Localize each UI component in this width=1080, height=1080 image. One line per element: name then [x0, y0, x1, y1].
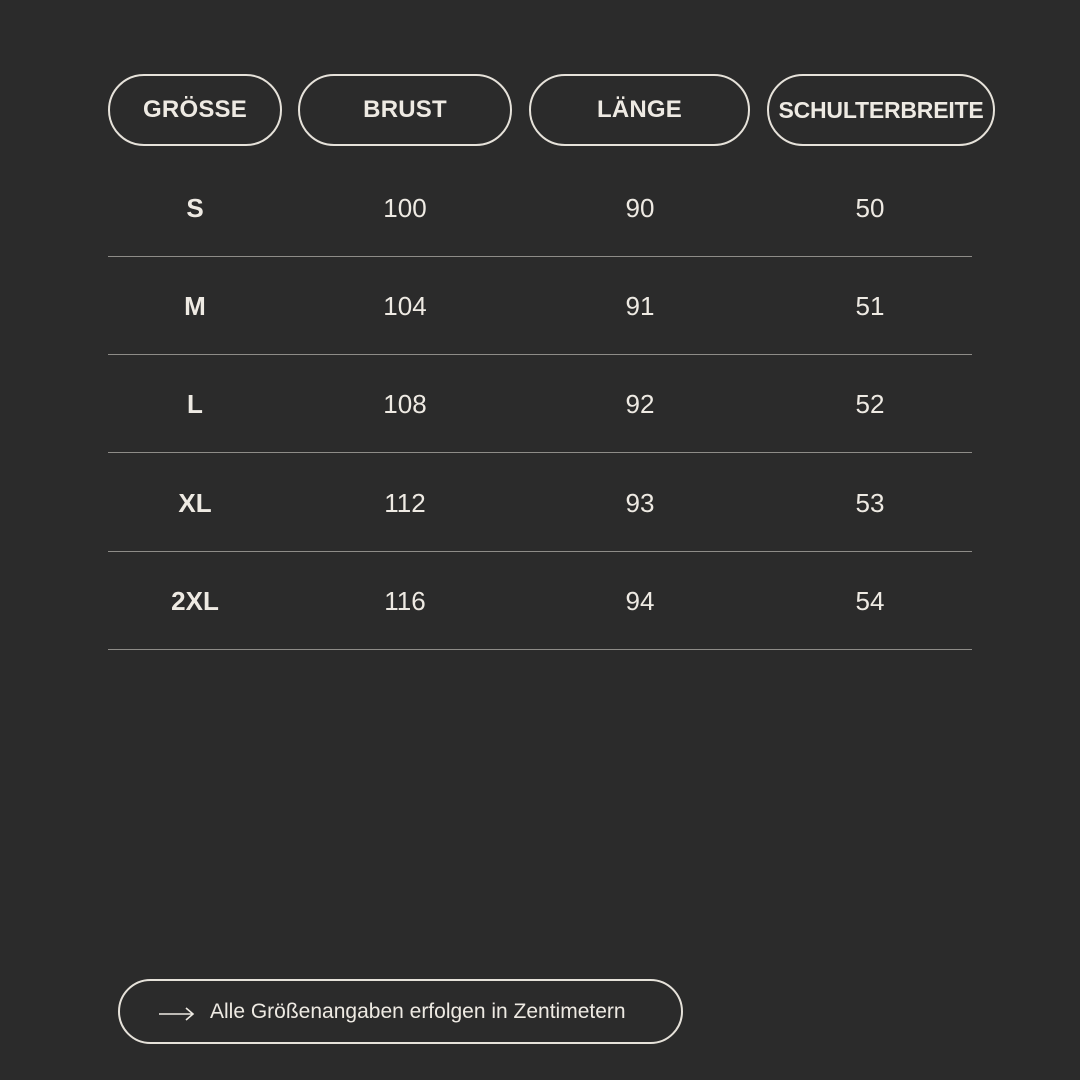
shoulder-cell: 53	[855, 487, 885, 518]
length-cell: 94	[625, 585, 655, 616]
header-chest: BRUST	[298, 74, 512, 146]
size-cell: S	[186, 192, 204, 223]
table-row	[108, 553, 972, 650]
table-row	[108, 160, 972, 257]
table-row	[108, 356, 972, 453]
shoulder-cell: 50	[855, 192, 885, 223]
units-note-text: Alle Größenangaben erfolgen in Zentimetern	[210, 999, 626, 1023]
length-cell: 91	[625, 290, 655, 321]
size-cell: XL	[178, 487, 212, 518]
chest-cell: 112	[384, 487, 426, 518]
size-cell: 2XL	[171, 585, 219, 616]
length-cell: 92	[625, 388, 655, 419]
table-row	[108, 455, 972, 552]
shoulder-cell: 51	[855, 290, 885, 321]
length-cell: 90	[625, 192, 655, 223]
size-cell: L	[187, 388, 203, 419]
arrow-right-icon	[158, 1004, 196, 1020]
chest-cell: 104	[383, 290, 427, 321]
size-cell: M	[184, 290, 206, 321]
units-note	[118, 979, 683, 1044]
shoulder-cell: 52	[855, 388, 885, 419]
chest-cell: 100	[383, 192, 427, 223]
header-size: GRÖSSE	[108, 74, 282, 146]
length-cell: 93	[625, 487, 655, 518]
chest-cell: 116	[384, 585, 426, 616]
shoulder-cell: 54	[855, 585, 885, 616]
header-length: LÄNGE	[529, 74, 750, 146]
header-shoulder-width: SCHULTERBREITE	[767, 74, 995, 146]
chest-cell: 108	[383, 388, 427, 419]
table-row	[108, 258, 972, 355]
